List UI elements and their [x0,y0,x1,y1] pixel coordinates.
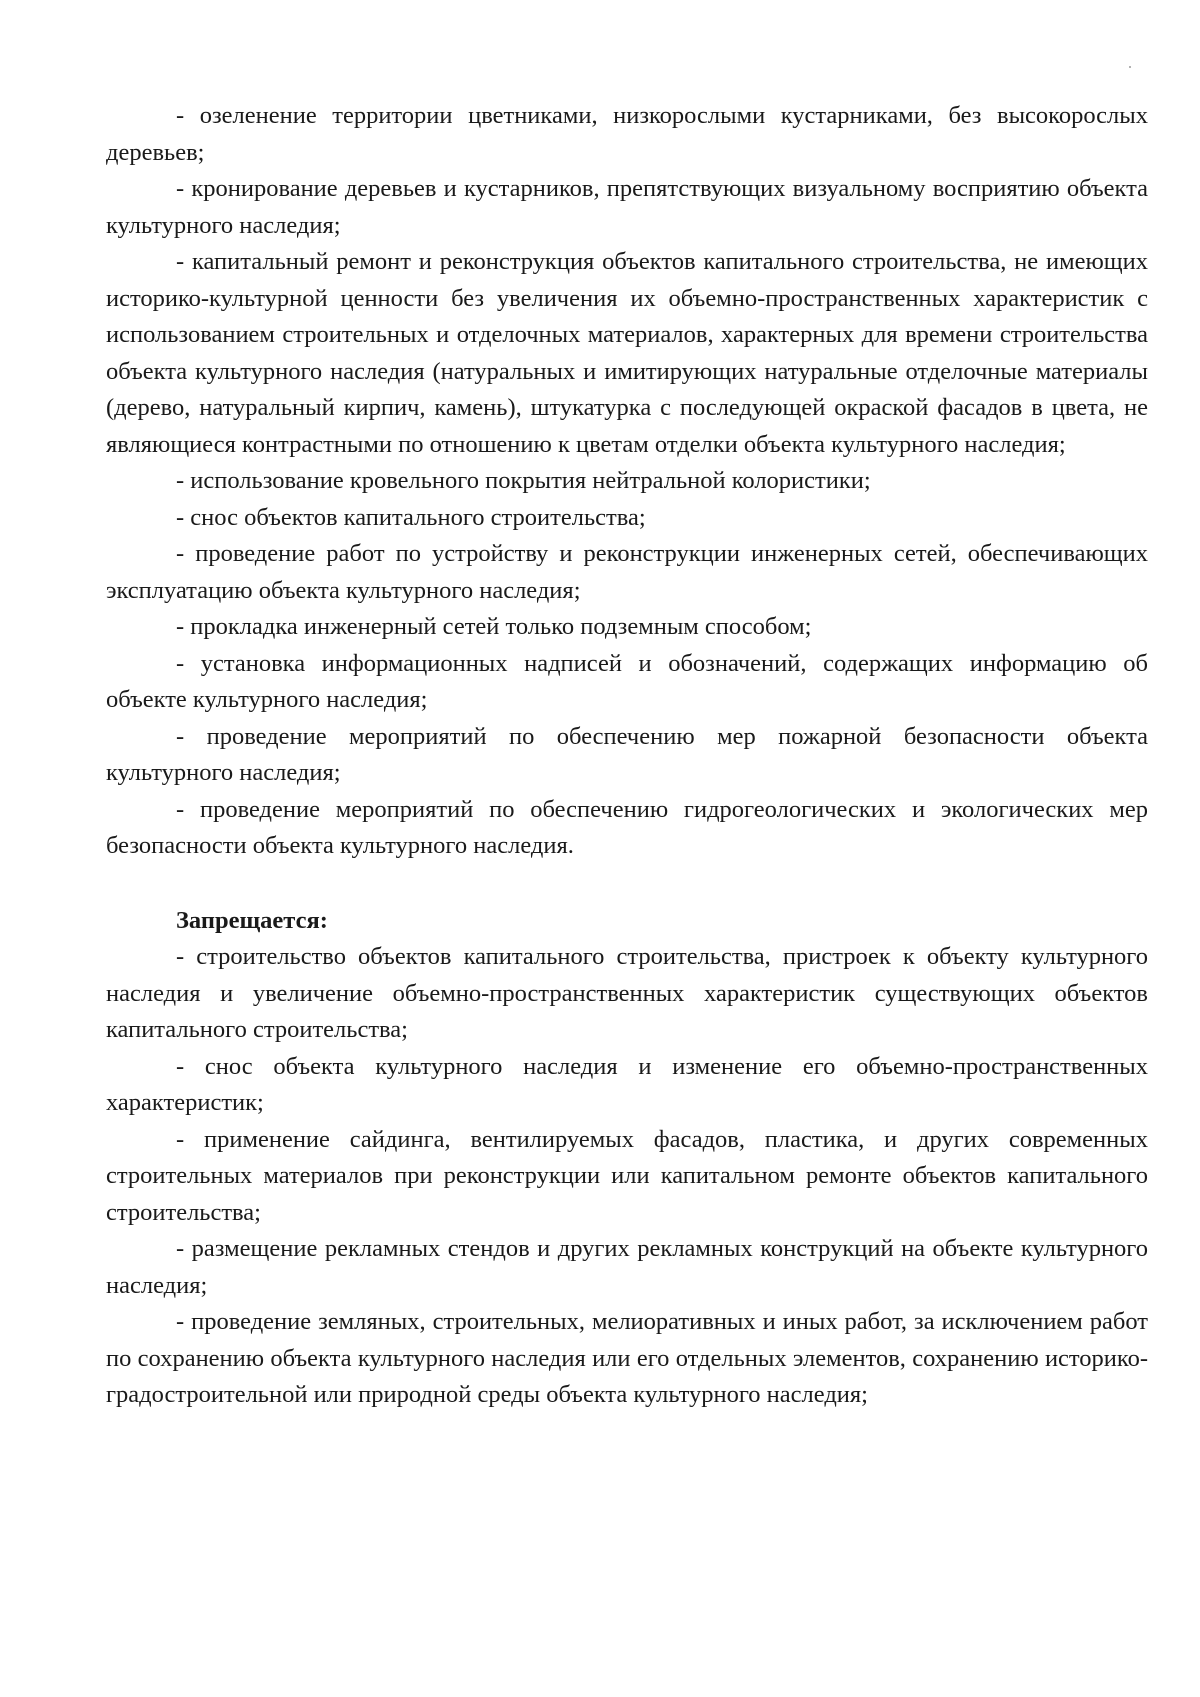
list-item: - строительство объектов капитального строительства, пристроек к объекту культурного наследия и увеличение объемно-пространственных характеристик существующих объектов капитального строительства; [106,943,1148,1043]
section-heading: Запрещается: [176,906,328,934]
list-item: - капитальный ремонт и реконструкция объектов капитального строительства, не имеющих историко-культурной ценности без увеличения их объемно-пространственных характеристик с использованием строительных и отделочных материалов, характерных для времени строительства объекта культурного наследия (натуральных и имитирующих натуральные отделочные материалы (дерево, натуральный кирпич, камень), штукатурка с последующей окраской фасадов в цвета, не являющиеся контрастными по отношению к цветам отделки объекта культурного наследия; [106,248,1148,458]
list-item: - проведение земляных, строительных, мелиоративных и иных работ, за исключением работ по сохранению объекта культурного наследия или его отдельных элементов, сохранению историко-градостроительной или природной среды объекта культурного наследия; [106,1308,1148,1408]
list-item: - озеленение территории цветниками, низкорослыми кустарниками, без высокорослых деревьев; [106,102,1148,166]
list-item: - снос объектов капитального строительства; [176,503,646,531]
list-item: - применение сайдинга, вентилируемых фасадов, пластика, и других современных строительных материалов при реконструкции или капитальном ремонте объектов капитального строительства; [106,1125,1148,1226]
list-item: - кронирование деревьев и кустарников, препятствующих визуальному восприятию объекта культурного наследия; [106,175,1148,239]
list-item: - прокладка инженерный сетей только подземным способом; [176,613,812,640]
allowed-list [106,98,1148,865]
list-item: - проведение работ по устройству и реконструкции инженерных сетей, обеспечивающих эксплуатацию объекта культурного наследия; [106,540,1148,604]
list-item: - установка информационных надписей и обозначений, содержащих информацию об объекте культурного наследия; [106,649,1148,713]
prohibited-section [106,903,1148,1414]
list-item: - размещение рекламных стендов и других рекламных конструкций на объекте культурного наследия; [106,1235,1148,1299]
scan-artifact-dot [1129,66,1131,68]
list-item: - проведение мероприятий по обеспечению мер пожарной безопасности объекта культурного наследия; [106,722,1148,786]
list-item: - снос объекта культурного наследия и изменение его объемно-пространственных характеристик; [106,1052,1148,1116]
list-item: - проведение мероприятий по обеспечению гидрогеологических и экологических мер безопасности объекта культурного наследия. [106,795,1148,859]
list-item: - использование кровельного покрытия нейтральной колористики; [176,467,871,494]
document-body [106,98,1148,1414]
